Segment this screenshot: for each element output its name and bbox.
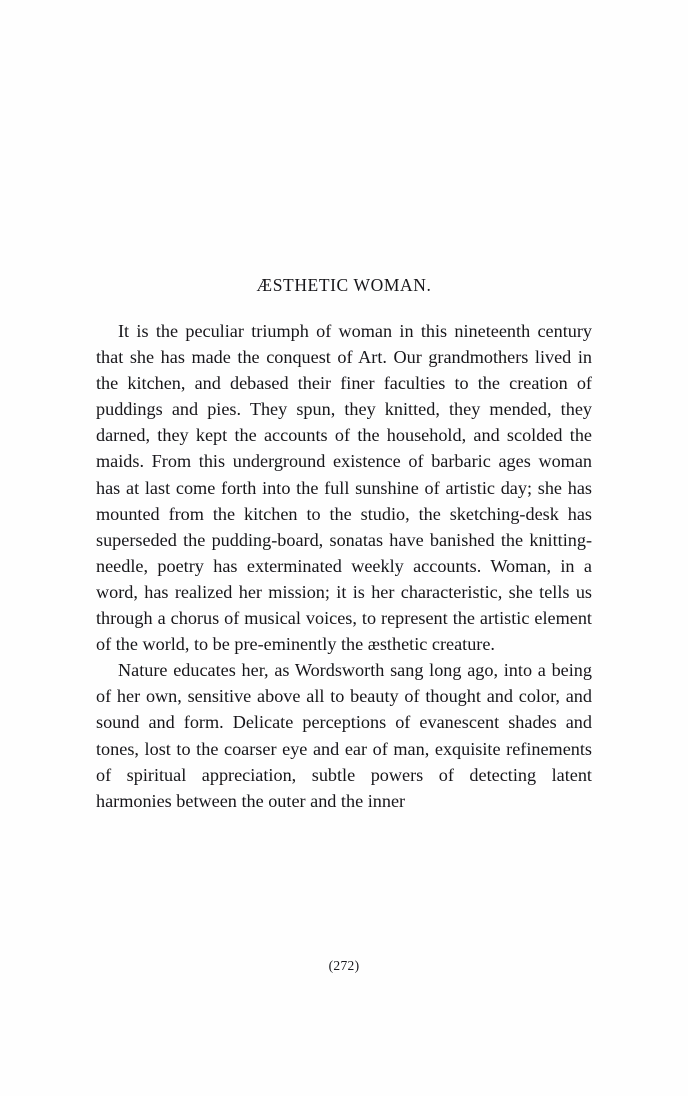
body-paragraph-2: Nature educates her, as Wordsworth sang long ago, into a being of her own, sensitive above all to beauty of thought and color, and sound and form. Delicate perceptions of evanescent shades and tones, lost to the coarser eye and ear of man, exquisite refinements of spiritual appreciation, subtle powers of detecting latent harmonies between the outer and the inner bbox=[96, 660, 592, 811]
body-paragraph-1: It is the peculiar triumph of woman in this nineteenth century that she has made the conquest of Art. Our grandmothers lived in the kitchen, and debased their finer faculties to the creation of puddings and pies. They spun, they knitted, they mended, they darned, they kept the accounts of the household, and scolded the maids. From this underground existence of barbaric ages woman has at last come forth into the full sunshine of artistic day; she has mounted from the kitchen to the studio, the sketching-desk has superseded the pudding-board, sonatas have banished the knitting-needle, poetry has exterminated weekly accounts. Woman, in a word, has realized her mission; it is her characteristic, she tells us through a chorus of musical voices, to represent the artistic element of the world, to be pre-eminently the æsthetic creature. bbox=[96, 321, 592, 655]
page-number-footer bbox=[0, 958, 688, 974]
page-title: ÆSTHETIC WOMAN. bbox=[256, 275, 432, 295]
text-column bbox=[96, 275, 592, 814]
page-number: (272) bbox=[328, 958, 360, 973]
